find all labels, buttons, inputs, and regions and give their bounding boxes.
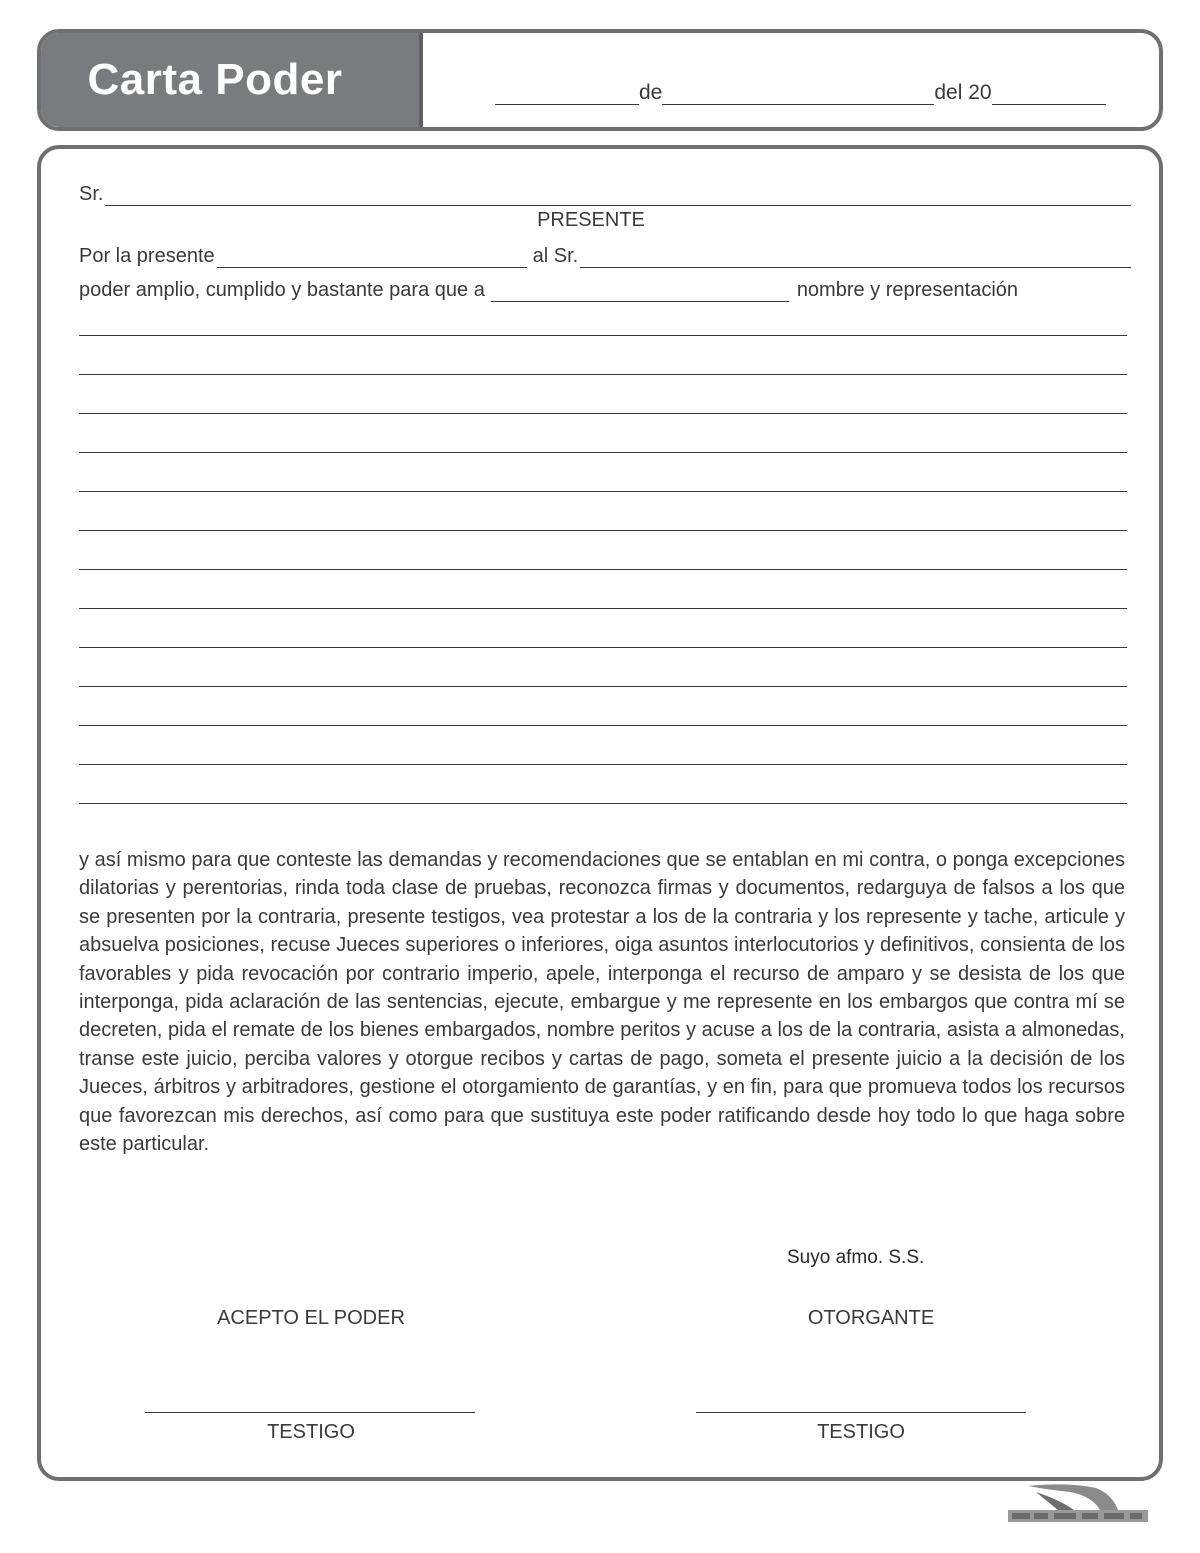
logo-icon: [1008, 1482, 1148, 1524]
salutation-row: [79, 183, 1131, 206]
date-de-label: de: [639, 81, 663, 104]
year-blank[interactable]: [992, 84, 1106, 105]
page-title: Carta Poder: [87, 55, 343, 104]
recipient-name-blank[interactable]: [105, 187, 1131, 206]
writing-line[interactable]: [79, 725, 1127, 726]
al-sr-label: al Sr.: [532, 245, 579, 267]
closing-label: Suyo afmo. S.S.: [787, 1247, 925, 1268]
poder-amplio-label: poder amplio, cumplido y bastante para que a: [79, 279, 485, 301]
day-blank[interactable]: [495, 84, 639, 105]
por-la-presente-row: [79, 245, 1131, 268]
writing-line[interactable]: [79, 413, 1127, 414]
testigo-right-signature-line[interactable]: [696, 1412, 1026, 1413]
por-la-presente-label: Por la presente: [79, 245, 215, 267]
date-area: [423, 33, 1159, 127]
letter-body: [37, 145, 1163, 1481]
month-blank[interactable]: [662, 84, 934, 105]
date-line: [495, 81, 1106, 105]
writing-line[interactable]: [79, 803, 1127, 804]
attorney-name-blank[interactable]: [580, 249, 1131, 268]
writing-line[interactable]: [79, 686, 1127, 687]
presente-label: PRESENTE: [537, 209, 645, 231]
header-box: [37, 29, 1163, 131]
title-block: [41, 33, 423, 127]
powers-paragraph: y así mismo para que conteste las demandas y recomendaciones que se entablan en mi contra, o ponga excepciones dilatorias y perentorias, rinda toda clase de pruebas, reconozca firmas y documentos, redarguya de falsos a los que se presenten por la contraria, presente testigos, vea protestar a los de la contraria y los represente y tache, articule y absuelva posiciones, recuse Jueces superiores o inferiores, oiga asuntos interlocutorios y definitivos, consienta de los favorables y pida revocación por contrario imperio, apele, interponga el recurso de amparo y se desista de los que interponga, pida aclaración de las sentencias, ejecute, embargue y me represente en los embargos que contra mí se decreten, pida el remate de los bienes embargados, nombre peritos y acuse a los de la contraria, asista a almonedas, transe este juicio, perciba valores y otorgue recibos y cartas de pago, someta el presente juicio a la decisión de los Jueces, árbitros y arbitradores, gestione el otorgamiento de garantías, y en fin, para que promueva todos los recursos que favorezcan mis derechos, así como para que sustituya este poder ratificando desde hoy todo lo que haga sobre este particular.: [79, 849, 1125, 1156]
nombre-representacion-label: nombre y representación: [796, 279, 1019, 301]
writing-line[interactable]: [79, 530, 1127, 531]
testigo-left-signature-line[interactable]: [145, 1412, 475, 1413]
writing-line[interactable]: [79, 335, 1127, 336]
writing-line[interactable]: [79, 374, 1127, 375]
writing-line[interactable]: [79, 569, 1127, 570]
testigo-right-label: TESTIGO: [817, 1421, 905, 1443]
writing-line[interactable]: [79, 764, 1127, 765]
writing-line[interactable]: [79, 452, 1127, 453]
poder-amplio-row: [79, 279, 1131, 302]
writing-line[interactable]: [79, 608, 1127, 609]
acepto-label: ACEPTO EL PODER: [217, 1307, 405, 1329]
grantor-name-blank[interactable]: [217, 249, 527, 268]
representation-blank[interactable]: [491, 283, 789, 302]
testigo-left-label: TESTIGO: [267, 1421, 355, 1443]
otorgante-label: OTORGANTE: [807, 1307, 935, 1329]
writing-line[interactable]: [79, 491, 1127, 492]
writing-line[interactable]: [79, 647, 1127, 648]
watermark-logo: [1008, 1482, 1148, 1524]
salutation-label: Sr.: [79, 183, 104, 205]
date-del-label: del 20: [934, 81, 992, 104]
